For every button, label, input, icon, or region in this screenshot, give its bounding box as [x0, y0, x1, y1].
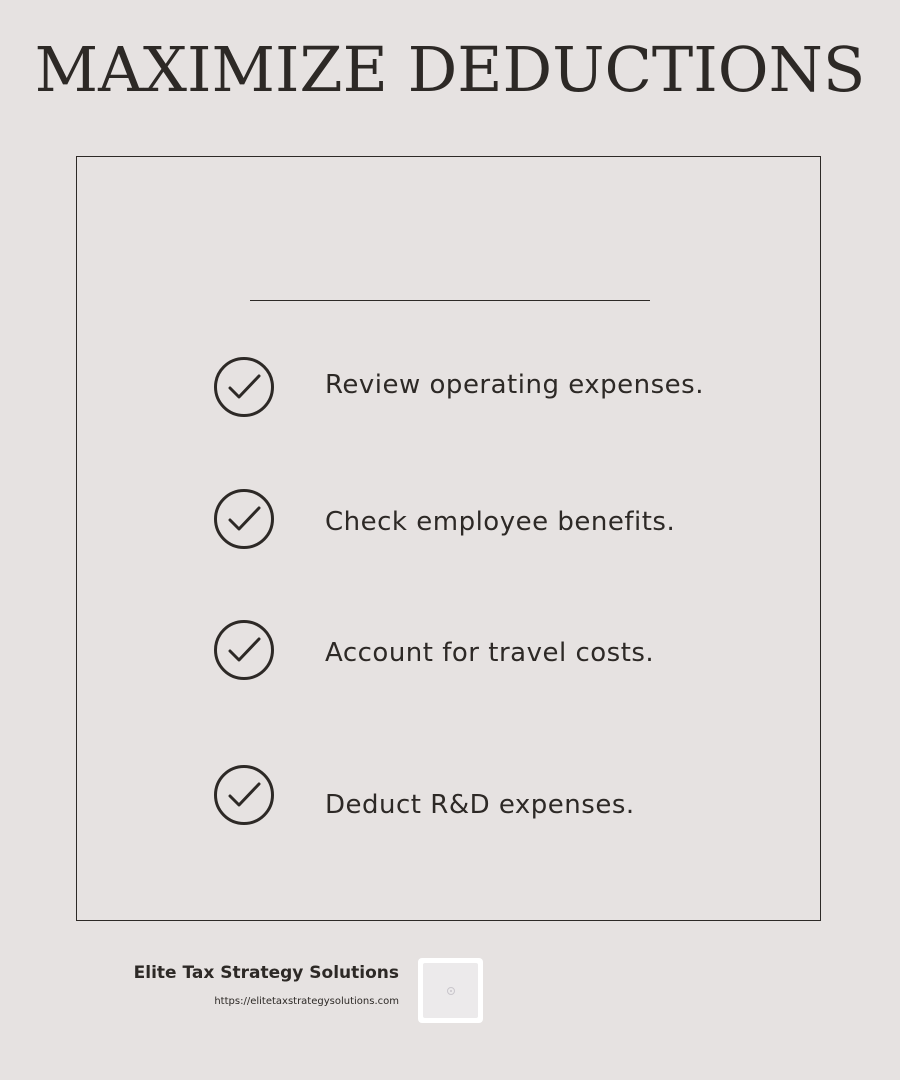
checklist-item — [213, 619, 773, 681]
checklist-item — [213, 356, 773, 418]
qr-code-icon[interactable] — [418, 958, 483, 1023]
check-circle-icon — [213, 488, 275, 550]
check-circle-icon — [213, 619, 275, 681]
check-circle-icon — [213, 356, 275, 418]
divider — [250, 300, 650, 301]
checklist-item-label: Check employee benefits. — [325, 507, 676, 537]
company-url[interactable]: https://elitetaxstrategysolutions.com — [214, 996, 399, 1007]
page-title: MAXIMIZE DEDUCTIONS — [34, 33, 866, 106]
checklist-item-label: Account for travel costs. — [325, 638, 655, 668]
checklist-item — [213, 764, 773, 826]
qr-logo-icon — [445, 985, 457, 997]
checklist-item-label: Deduct R&D expenses. — [325, 790, 635, 820]
company-name: Elite Tax Strategy Solutions — [133, 963, 399, 983]
qr-code-area — [423, 963, 478, 1018]
checklist-item-label: Review operating expenses. — [325, 370, 704, 400]
check-circle-icon — [213, 764, 275, 826]
checklist-item — [213, 488, 773, 550]
